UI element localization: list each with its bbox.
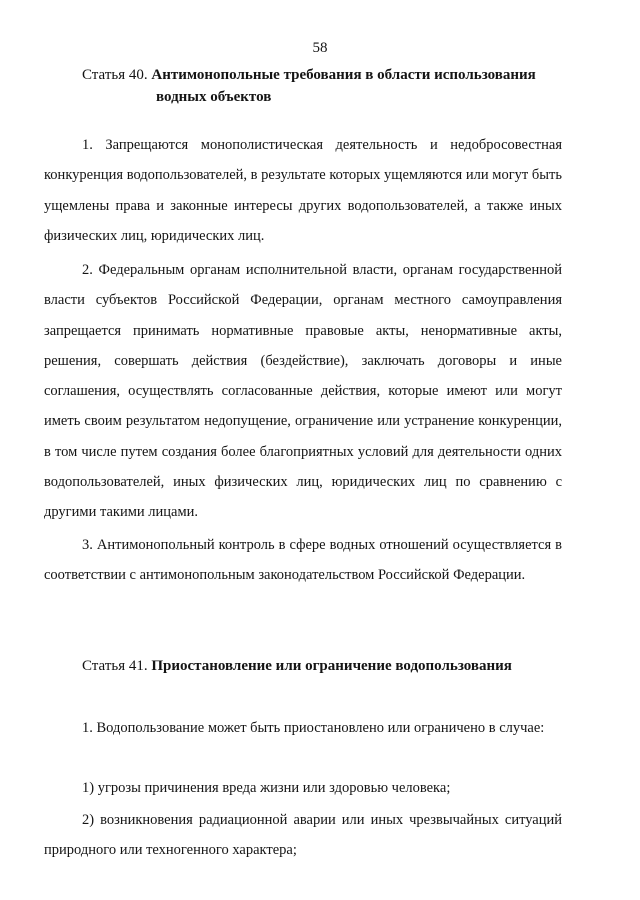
article-41-item-2: 2) возникновения радиационной аварии или иных чрезвычайных ситуаций природного или техногенного характера; <box>44 812 562 859</box>
article-41-heading <box>82 655 582 677</box>
article-40-title-line2: водных объектов <box>156 89 272 105</box>
article-41-item-1: 1) угрозы причинения вреда жизни или здоровью человека; <box>82 780 451 796</box>
article-40-heading <box>82 64 582 108</box>
article-41-title: Приостановление или ограничение водопользования <box>151 658 512 674</box>
article-40-paragraph-1: 1. Запрещаются монополистическая деятельность и недобросовестная конкуренция водопользователей, в результате которых ущемляются или могут быть ущемлены права и законные интересы других водопользователей, а также иных физических лиц, юридических лиц. <box>44 137 562 244</box>
article-40-paragraph-3: 3. Антимонопольный контроль в сфере водных отношений осуществляется в соответствии с антимонопольным законодательством Российской Федерации. <box>44 537 562 584</box>
page-number: 58 <box>312 40 328 56</box>
article-41-prefix: Статья 41. <box>82 658 148 674</box>
article-40-prefix: Статья 40. <box>82 67 148 83</box>
article-40-title-line1: Антимонопольные требования в области использования <box>151 67 536 83</box>
article-41-paragraph-1: 1. Водопользование может быть приостановлено или ограничено в случае: <box>82 720 545 736</box>
article-40-paragraph-2: 2. Федеральным органам исполнительной власти, органам государственной власти субъектов Российской Федерации, органам местного самоуправления запрещается принимать нормативные правовые акты, ненормативные акты, решения, совершать действия (бездействие), заключать договоры и иные соглашения, осуществлять согласованные действия, которые имеют или могут иметь своим результатом недопущение, ограничение или устранение конкуренции, в том числе путем создания более благоприятных условий для деятельности одних водопользователей, иных физических лиц, юридических лиц по сравнению с другими такими лицами. <box>44 262 562 521</box>
